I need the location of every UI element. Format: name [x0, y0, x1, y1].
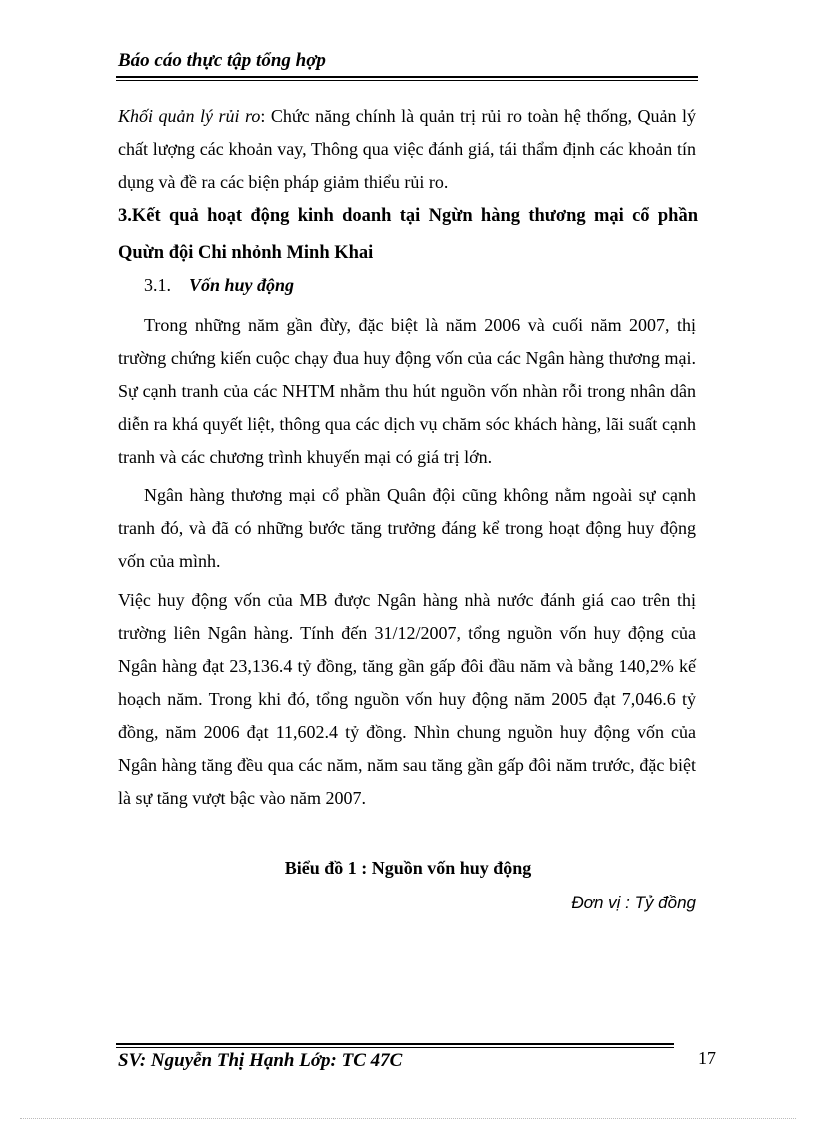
footer-divider-thin	[116, 1047, 674, 1048]
section-heading: 3.Kết quả hoạt động kinh doanh tại Ngừn hàng thương mại cổ phần Quừn đội Chi nhỏnh Minh Khai	[118, 206, 698, 263]
page-number: 17	[698, 1048, 716, 1068]
header-divider	[116, 76, 698, 78]
intro-label: Khối quản lý rủi ro	[118, 106, 261, 126]
paragraph-3: Việc huy động vốn của MB được Ngân hàng nhà nước đánh giá cao trên thị trường liên Ngân hàng. Tính đến 31/12/2007, tổng nguồn vốn huy động của Ngân hàng đạt 23,136.4 tỷ đồng, tăng gần gấp đôi đầu năm và bằng 140,2% kế hoạch năm. Trong khi đó, tổng nguồn vốn huy động năm 2005 đạt 7,046.6 tỷ đồng, năm 2006 đạt 11,602.4 tỷ đồng. Nhìn chung nguồn huy động vốn của Ngân hàng tăng đều qua các năm, năm sau tăng gần gấp đôi năm trước, đặc biệt là sự tăng vượt bậc vào năm 2007.	[118, 590, 696, 808]
sub-heading-number: 3.1.	[144, 275, 171, 295]
paragraph-2: Ngân hàng thương mại cổ phần Quân đội cũng không nằm ngoài sự cạnh tranh đó, và đã có những bước tăng trưởng đáng kể trong hoạt động huy động vốn của mình.	[118, 485, 696, 571]
footer-divider	[116, 1043, 674, 1045]
page-edge-divider	[20, 1118, 796, 1119]
header-divider-thin	[116, 80, 698, 81]
chart-title: Biểu đồ 1 : Nguồn vốn huy động	[284, 858, 532, 878]
header-title: Báo cáo thực tập tổng hợp	[118, 50, 326, 71]
chart-unit: Đơn vị : Tỷ đồng	[571, 893, 696, 912]
paragraph-1: Trong những năm gần đừy, đặc biệt là năm 2006 và cuối năm 2007, thị trường chứng kiến cuộc chạy đua huy động vốn của các Ngân hàng thương mại. Sự cạnh tranh của các NHTM nhằm thu hút nguồn vốn nhàn rỗi trong nhân dân diễn ra khá quyết liệt, thông qua các dịch vụ chăm sóc khách hàng, lãi suất cạnh tranh và các chương trình khuyến mại có giá trị lớn.	[118, 315, 696, 467]
footer-author: SV: Nguyễn Thị Hạnh Lớp: TC 47C	[118, 1050, 403, 1071]
intro-text: : Chức năng chính là quản trị rủi ro toàn hệ thống, Quản lý chất lượng các khoản vay, Thông qua việc đánh giá, tái thẩm định các khoản tín dụng và đề ra các biện pháp giảm thiểu rủi ro.	[118, 106, 696, 192]
sub-heading-title: Vốn huy động	[189, 275, 295, 295]
sub-heading	[144, 275, 294, 296]
intro-paragraph	[118, 100, 696, 199]
